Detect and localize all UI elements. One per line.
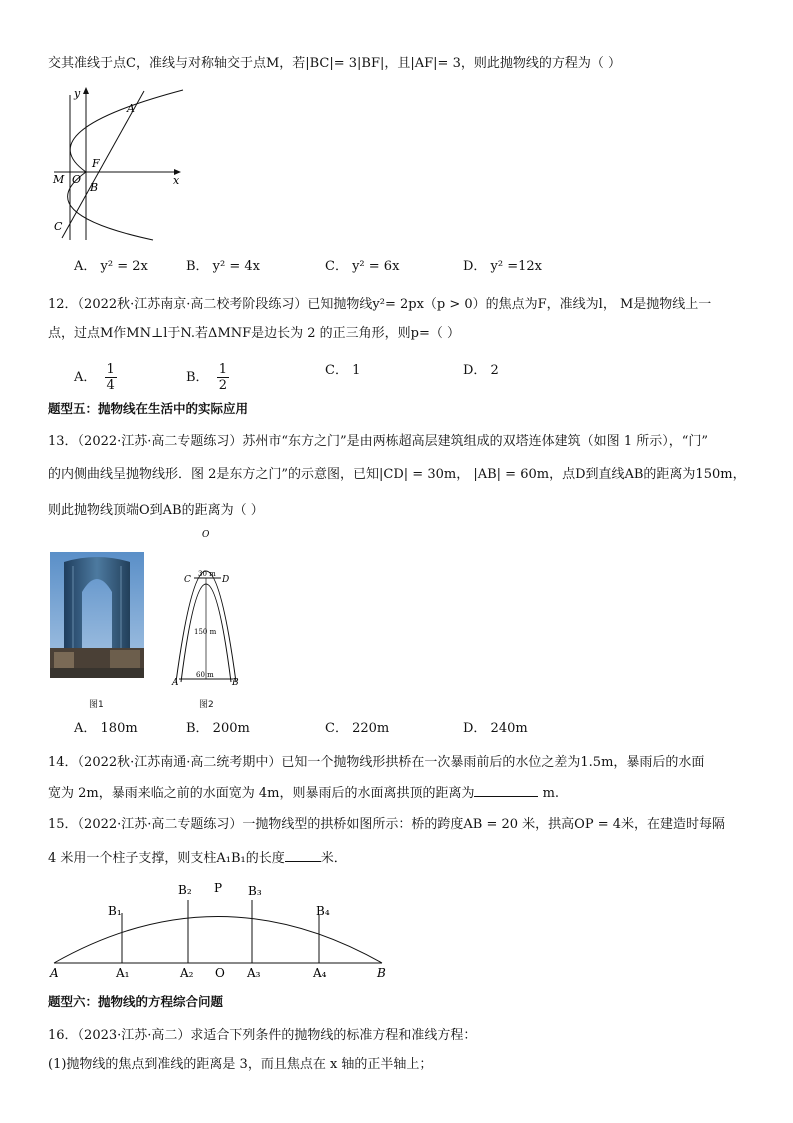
section-6-heading: 题型六：抛物线的方程综合问题 — [48, 994, 224, 1009]
q11-label-o: O — [72, 173, 82, 186]
section-5-heading: 题型五：抛物线在生活中的实际应用 — [48, 401, 249, 416]
q15-label-a4: A₄ — [313, 966, 327, 980]
q11-label-f: F — [92, 157, 100, 170]
q13-stem-line1: 13．（2022·江苏·高二专题练习）苏州市“东方之门”是由两栋超高层建筑组成的双塔连体建筑（如图 1 所示），“门” — [48, 434, 709, 449]
q15-unit: 米． — [320, 851, 347, 866]
q12-stem-line2: 点，过点M作MN⊥l于N.若ΔMNF是边长为 2 的正三角形，则p=（ ） — [48, 326, 461, 341]
q15-label-a3: A₃ — [247, 966, 261, 980]
q11-parabola-figure — [48, 84, 193, 242]
figure-2-caption: 图2 — [199, 700, 214, 710]
q12-stem-line1: 12．（2022秋·江苏南京·高二校考阶段练习）已知抛物线y²= 2px（p > 0）的焦点为F，准线为l， M是抛物线上一 — [48, 297, 712, 312]
q13-label-c: C — [184, 575, 191, 585]
q16-stem-line2: (1)抛物线的焦点到准线的距离是 3，而且焦点在 x 轴的正半轴上； — [48, 1057, 433, 1072]
q13-stem-line2: 的内侧曲线呈抛物线形．图 2是东方之门”的示意图，已知|CD| = 30m， |AB| = 60m，点D到直线AB的距离为150m， — [48, 467, 746, 482]
q12-frac-a-den: 4 — [106, 378, 115, 393]
q13-option-b[interactable]: B． 200m — [186, 721, 250, 736]
q11-label-y: y — [74, 87, 81, 100]
q13-option-a[interactable]: A． 180m — [74, 721, 138, 736]
q13-gate-diagram — [170, 530, 246, 690]
q13-label-a: A — [172, 678, 179, 688]
q15-stem-line2 — [48, 850, 347, 868]
q13-label-d: D — [222, 575, 230, 585]
q15-label-b: B — [377, 966, 386, 980]
q14-stem-line2-text: 宽为 2m，暴雨来临之前的水面宽为 4m，则暴雨后的水面离拱顶的距离为 — [48, 786, 475, 801]
q15-answer-blank[interactable] — [285, 861, 321, 862]
q15-label-b4: B₄ — [316, 904, 330, 918]
q11-label-m: M — [53, 173, 65, 186]
q11-label-a: A — [127, 102, 135, 115]
figure-1-caption: 图1 — [89, 700, 104, 710]
q13-label-ab: 60 m — [196, 671, 214, 679]
q15-bridge-figure — [46, 878, 396, 980]
q12-option-d[interactable]: D． 2 — [463, 363, 499, 378]
q16-stem-line1: 16．（2023·江苏·高二）求适合下列条件的抛物线的标准方程和准线方程： — [48, 1028, 477, 1043]
q14-unit: m. — [538, 786, 560, 801]
q13-label-cd: 30 m — [198, 570, 216, 578]
q11-label-b: B — [90, 181, 99, 194]
q12-frac-b-num: 1 — [218, 362, 227, 377]
q11-option-b[interactable]: B． y² = 4x — [186, 259, 261, 274]
q15-label-a: A — [50, 966, 59, 980]
q13-label-b: B — [232, 678, 239, 688]
q14-stem-line1: 14．（2022秋·江苏南通·高二统考期中）已知一个抛物线形拱桥在一次暴雨前后的水位之差为1.5m，暴雨后的水面 — [48, 755, 705, 770]
q14-answer-blank[interactable] — [474, 796, 538, 797]
q12-option-b[interactable]: B． $\frac{1}{2}$ — [186, 362, 227, 393]
q11-label-x: x — [173, 174, 180, 187]
q11-option-d[interactable]: D． y² =12x — [463, 259, 543, 274]
q12-frac-b-den: 2 — [218, 378, 227, 393]
q15-label-a2: A₂ — [180, 966, 194, 980]
q12-option-c[interactable]: C． 1 — [325, 363, 361, 378]
q15-label-a1: A₁ — [116, 966, 130, 980]
q15-label-o: O — [215, 966, 225, 980]
q14-stem-line2 — [48, 785, 559, 803]
q12-frac-a-num: 1 — [106, 362, 115, 377]
q12-option-a[interactable]: A． $\frac{1}{4}$ — [74, 362, 115, 393]
q15-label-b1: B₁ — [108, 904, 122, 918]
q13-option-d[interactable]: D． 240m — [463, 721, 528, 736]
q15-label-b3: B₃ — [248, 884, 262, 898]
q13-option-c[interactable]: C． 220m — [325, 721, 390, 736]
q15-label-b2: B₂ — [178, 883, 192, 897]
q11-option-c[interactable]: C． y² = 6x — [325, 259, 400, 274]
q11-stem: 交其准线于点C，准线与对称轴交于点M，若|BC|= 3|BF|，且|AF|= 3，则此抛物线的方程为（ ） — [48, 56, 621, 71]
q13-label-height: 150 m — [194, 628, 217, 636]
oriental-gate-photo — [50, 552, 144, 678]
q15-label-p: P — [214, 881, 223, 895]
q15-stem-line1: 15．（2022·江苏·高二专题练习）一抛物线型的拱桥如图所示：桥的跨度AB = 20 米，拱高OP = 4米，在建造时每隔 — [48, 817, 725, 832]
q11-label-c: C — [54, 220, 63, 233]
q13-label-o: O — [202, 530, 210, 540]
q15-stem-line2-text: 4 米用一个柱子支撑，则支柱A₁B₁的长度 — [48, 851, 285, 866]
q11-option-a[interactable]: A． y² = 2x — [74, 259, 148, 274]
q13-stem-line3: 则此抛物线顶端O到AB的距离为（ ） — [48, 503, 264, 518]
